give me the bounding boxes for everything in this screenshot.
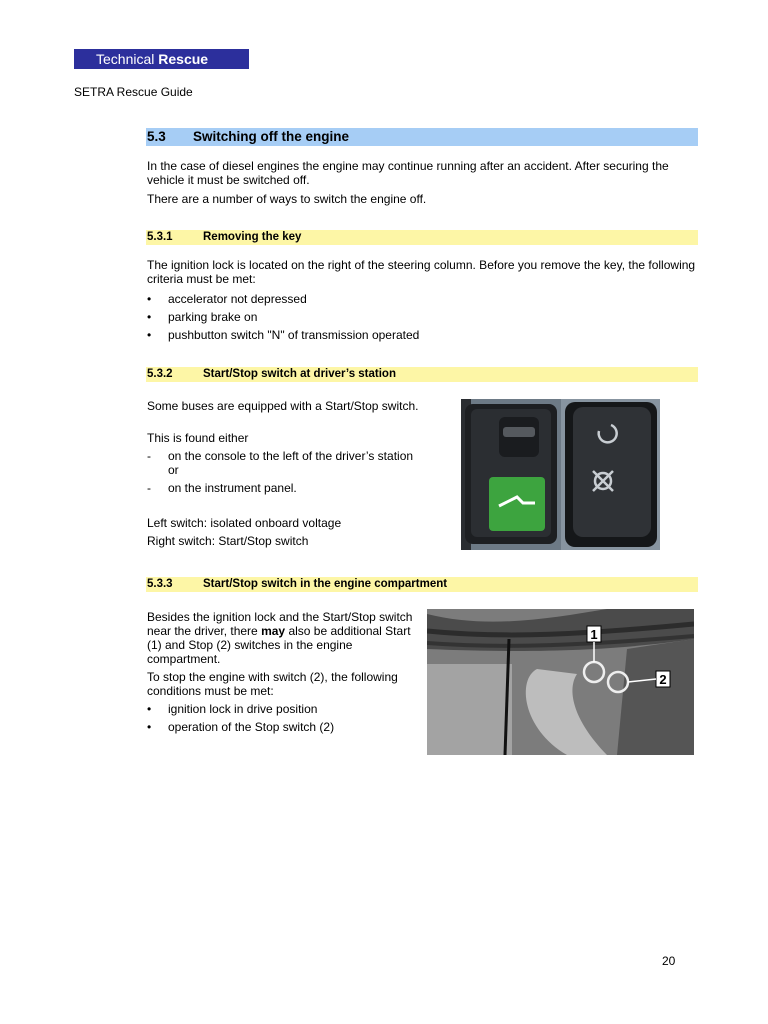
subsection-number: 5.3.1	[147, 231, 173, 243]
callout-2: 2	[659, 672, 667, 687]
section-heading	[146, 128, 698, 146]
subsection-number: 5.3.3	[147, 578, 173, 590]
right-switch-caption: Right switch: Start/Stop switch	[147, 534, 309, 548]
page-number: 20	[662, 954, 676, 968]
criteria-list	[147, 292, 419, 346]
section-intro-2: There are a number of ways to switch the engine off.	[147, 192, 427, 206]
subsection-heading-engine-compartment	[146, 577, 698, 592]
drivers-station-text: Some buses are equipped with a Start/Stop switch.	[147, 399, 419, 413]
brand-bold-text: Rescue	[158, 51, 209, 67]
list-item: • parking brake on	[147, 310, 258, 324]
conditions-list	[147, 702, 334, 738]
brand-banner	[74, 49, 249, 69]
list-item: • operation of the Stop switch (2)	[147, 720, 335, 734]
section-title: Switching off the engine	[193, 129, 349, 144]
subsection-heading-drivers-station	[146, 367, 698, 382]
list-item: • pushbutton switch "N" of transmission operated	[147, 328, 420, 342]
section-intro: In the case of diesel engines the engine may continue running after an accident. After securing the vehicle it must be switched off.	[147, 159, 669, 187]
removing-key-text: The ignition lock is located on the right of the steering column. Before you remove the key, the following criteria must be met:	[147, 258, 696, 286]
brand-light-text: Technical	[96, 51, 155, 67]
subsection-number: 5.3.2	[147, 368, 173, 380]
callout-1: 1	[590, 627, 598, 642]
drivers-station-text-2: This is found either	[147, 431, 249, 445]
isolated-voltage-switch	[489, 477, 545, 531]
engine-compartment-photo	[427, 609, 694, 755]
list-item: • accelerator not depressed	[147, 292, 307, 306]
engine-compartment-text: Besides the ignition lock and the Start/Stop switch near the driver, there may also be additional Start (1) and Stop (2) switches in the engine compartment.	[147, 610, 413, 666]
left-switch-caption: Left switch: isolated onboard voltage	[147, 516, 342, 530]
section-number: 5.3	[147, 129, 166, 144]
subsection-title: Start/Stop switch at driver’s station	[203, 368, 396, 380]
list-item: • ignition lock in drive position	[147, 702, 318, 716]
subsection-title: Removing the key	[203, 231, 302, 243]
location-list	[147, 449, 427, 499]
engine-compartment-text-2: To stop the engine with switch (2), the following conditions must be met:	[147, 670, 398, 698]
list-item: - on the instrument panel.	[147, 481, 297, 495]
guide-name: SETRA Rescue Guide	[74, 85, 193, 99]
subsection-heading-removing-key	[146, 230, 698, 245]
subsection-title: Start/Stop switch in the engine compartment	[203, 578, 448, 590]
list-item: - on the console to the left of the driver’s station or	[147, 449, 414, 477]
switch-panel-photo	[461, 399, 660, 550]
